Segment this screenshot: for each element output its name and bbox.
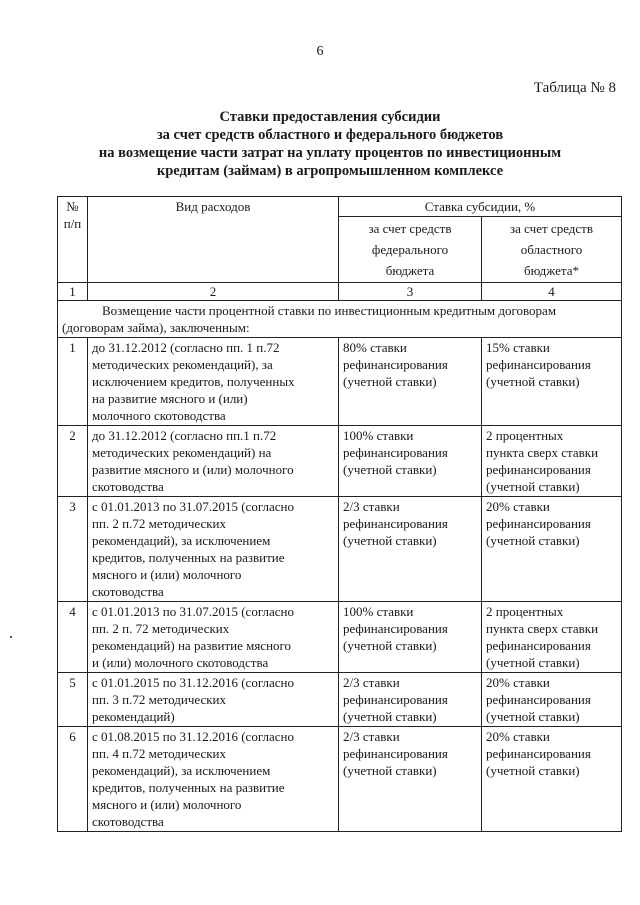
title-line: на возмещение части затрат на уплату процентов по инвестиционным [98, 145, 562, 161]
title-line: Ставки предоставления субсидии [219, 109, 441, 125]
row-expense-type: с 01.01.2015 по 31.12.2016 (согласно пп. 3 п.72 методических рекомендаций) [88, 673, 339, 727]
table-row [58, 426, 622, 497]
row-number: 3 [58, 497, 88, 602]
row-regional-rate: 2 процентных пункта сверх ставки рефинансирования (учетной ставки) [482, 426, 622, 497]
row-number: 4 [58, 602, 88, 673]
header-number: № п/п [58, 197, 88, 283]
subsidy-rates-table [57, 196, 622, 832]
row-expense-type: до 31.12.2012 (согласно пп.1 п.72 методических рекомендаций) на развитие мясного и (или) молочного скотоводства [88, 426, 339, 497]
table-row [58, 338, 622, 426]
table-row [58, 673, 622, 727]
row-expense-type: с 01.01.2013 по 31.07.2015 (согласно пп. 2 п. 72 методических рекомендаций) на развитие мясного и (или) молочного скотоводства [88, 602, 339, 673]
title-line: кредитам (займам) в агропромышленном комплексе [156, 163, 504, 179]
row-expense-type: с 01.08.2015 по 31.12.2016 (согласно пп. 4 п.72 методических рекомендаций), за исключением кредитов, полученных на развитие мясного и (или) молочного скотоводства [88, 727, 339, 832]
row-expense-type: до 31.12.2012 (согласно пп. 1 п.72 методических рекомендаций), за исключением кредитов, полученных на развитие мясного и (или) молочного скотоводства [88, 338, 339, 426]
table-header-row [58, 197, 622, 217]
column-index: 3 [339, 283, 482, 301]
scan-speck [10, 636, 12, 638]
row-federal-rate: 2/3 ставки рефинансирования (учетной ставки) [339, 673, 482, 727]
row-federal-rate: 2/3 ставки рефинансирования (учетной ставки) [339, 727, 482, 832]
row-regional-rate: 20% ставки рефинансирования (учетной ставки) [482, 673, 622, 727]
column-index: 1 [58, 283, 88, 301]
table-row [58, 727, 622, 832]
table-row [58, 602, 622, 673]
header-expense-type: Вид расходов [88, 197, 339, 283]
intro-cell [58, 301, 622, 338]
intro-row [58, 301, 622, 338]
row-number: 5 [58, 673, 88, 727]
header-regional-budget: за счет средств областного бюджета* [482, 217, 622, 283]
row-regional-rate: 20% ставки рефинансирования (учетной ставки) [482, 497, 622, 602]
page-number: 6 [316, 44, 324, 59]
header-federal-budget: за счет средств федерального бюджета [339, 217, 482, 283]
column-index: 2 [88, 283, 339, 301]
column-index-row [58, 283, 622, 301]
row-expense-type: с 01.01.2013 по 31.07.2015 (согласно пп. 2 п.72 методических рекомендаций), за исключением кредитов, полученных на развитие мясного и (или) молочного скотоводства [88, 497, 339, 602]
intro-text: Возмещение части процентной ставки по инвестиционным кредитным договорам (договорам займа), заключенным: [62, 303, 557, 335]
title-line: за счет средств областного и федерального бюджетов [156, 127, 504, 143]
row-federal-rate: 100% ставки рефинансирования (учетной ставки) [339, 426, 482, 497]
row-regional-rate: 20% ставки рефинансирования (учетной ставки) [482, 727, 622, 832]
document-title [40, 108, 620, 180]
row-regional-rate: 2 процентных пункта сверх ставки рефинансирования (учетной ставки) [482, 602, 622, 673]
header-subsidy-rate: Ставка субсидии, % [339, 197, 622, 217]
row-number: 2 [58, 426, 88, 497]
table-label: Таблица № 8 [533, 80, 616, 96]
column-index: 4 [482, 283, 622, 301]
row-number: 1 [58, 338, 88, 426]
row-federal-rate: 2/3 ставки рефинансирования (учетной ставки) [339, 497, 482, 602]
row-regional-rate: 15% ставки рефинансирования (учетной ставки) [482, 338, 622, 426]
table-row [58, 497, 622, 602]
row-federal-rate: 80% ставки рефинансирования (учетной ставки) [339, 338, 482, 426]
row-federal-rate: 100% ставки рефинансирования (учетной ставки) [339, 602, 482, 673]
row-number: 6 [58, 727, 88, 832]
